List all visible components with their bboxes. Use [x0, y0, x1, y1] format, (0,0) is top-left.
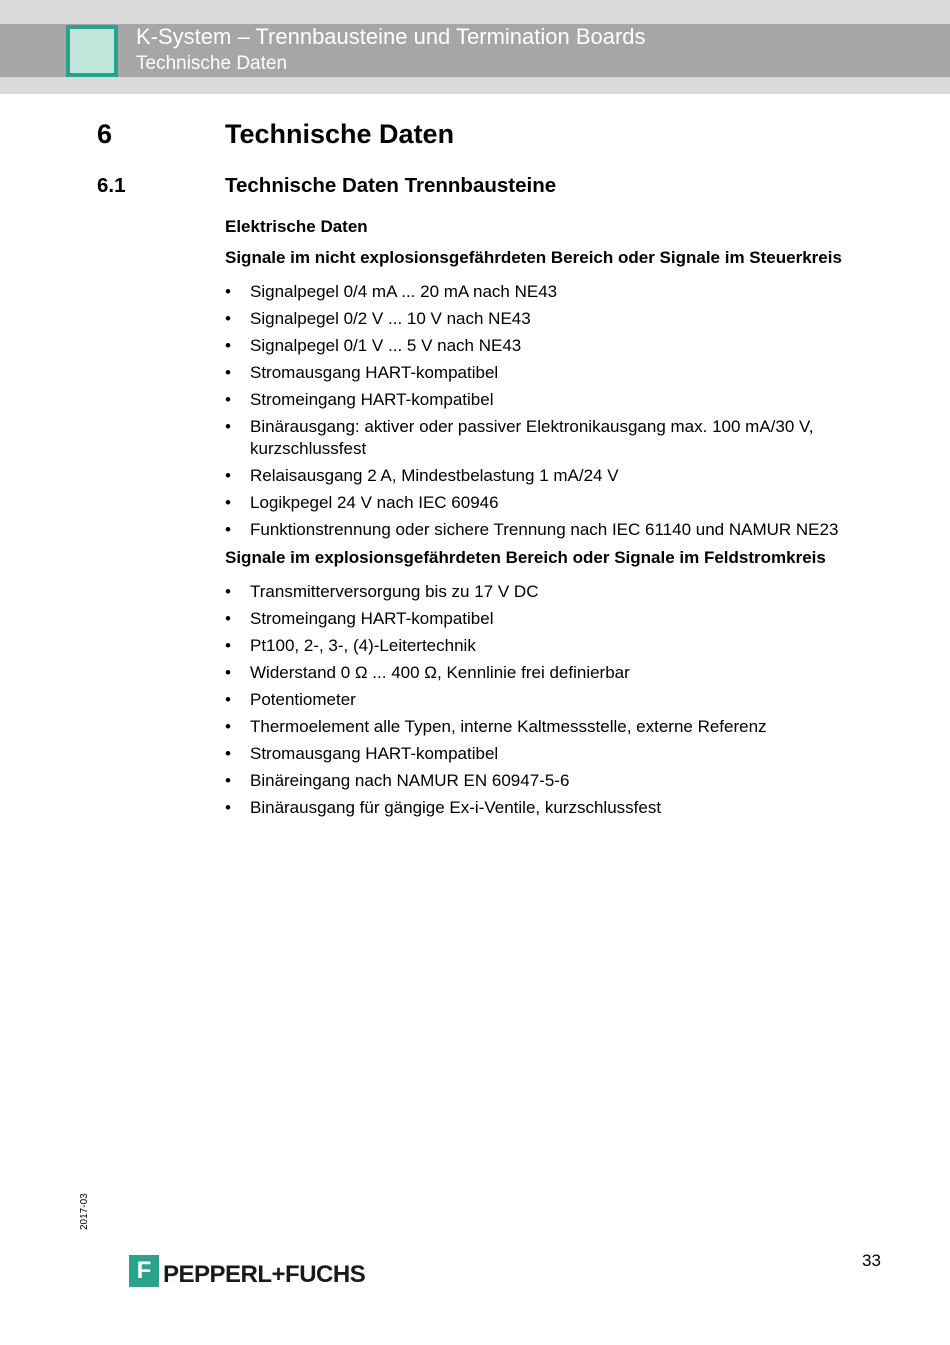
list-item [225, 389, 875, 411]
nonhazardous-heading: Signale im nicht explosionsgefährdeten Bereich oder Signale im Steuerkreis [225, 248, 842, 267]
page-number: 33 [862, 1251, 881, 1270]
header-band-top [0, 0, 950, 24]
list-item-text: Signalpegel 0/2 V ... 10 V nach NE43 [250, 309, 531, 328]
section-number: 6.1 [97, 174, 126, 197]
list-item [225, 770, 875, 792]
bullet-icon: • [225, 390, 231, 409]
revision-date: 2017-03 [79, 1193, 90, 1230]
list-item-text: Signalpegel 0/1 V ... 5 V nach NE43 [250, 336, 522, 355]
list-item [225, 716, 875, 738]
list-item [225, 608, 875, 630]
list-item-text: Stromeingang HART-kompatibel [250, 390, 494, 409]
list-item [225, 743, 875, 765]
chapter-title: Technische Daten [225, 119, 455, 149]
electrical-heading: Elektrische Daten [225, 217, 368, 236]
bullet-icon: • [225, 493, 231, 512]
bullet-icon: • [225, 609, 231, 628]
bullet-icon: • [225, 336, 231, 355]
bullet-icon: • [225, 636, 231, 655]
list-item-text: Signalpegel 0/4 mA ... 20 mA nach NE43 [250, 282, 558, 301]
bullet-icon: • [225, 717, 231, 736]
list-item [225, 416, 875, 460]
bullet-icon: • [225, 690, 231, 709]
list-item-text: Logikpegel 24 V nach IEC 60946 [250, 493, 499, 512]
nonhazardous-list [225, 281, 875, 541]
list-item-text: Potentiometer [250, 690, 356, 709]
list-item [225, 362, 875, 384]
brand-logo-text: PEPPERL+FUCHS [163, 1261, 366, 1288]
bullet-icon: • [225, 417, 231, 436]
list-item-text: Stromeingang HART-kompatibel [250, 609, 494, 628]
bullet-icon: • [225, 582, 231, 601]
bullet-icon: • [225, 309, 231, 328]
list-item-text: Transmitterversorgung bis zu 17 V DC [250, 582, 539, 601]
hazardous-list [225, 581, 875, 819]
list-item-text: Stromausgang HART-kompatibel [250, 744, 499, 763]
section-title: Technische Daten Trennbausteine [225, 174, 557, 197]
bullet-icon: • [225, 282, 231, 301]
header-band-bottom [0, 77, 950, 94]
list-item [225, 797, 875, 819]
list-item-text: Binäreingang nach NAMUR EN 60947-5-6 [250, 771, 570, 790]
main-content [225, 216, 875, 824]
header-title: K-System – Trennbausteine und Termination Boards [136, 24, 646, 49]
brand-logo-icon: F [129, 1255, 159, 1287]
bullet-icon: • [225, 744, 231, 763]
list-item [225, 662, 875, 684]
list-item [225, 492, 875, 514]
list-item [225, 635, 875, 657]
list-item [225, 465, 875, 487]
list-item-text: Stromausgang HART-kompatibel [250, 363, 499, 382]
list-item [225, 519, 875, 541]
chapter-number: 6 [97, 119, 113, 149]
list-item-text: Thermoelement alle Typen, interne Kaltmessstelle, externe Referenz [250, 717, 767, 736]
list-item [225, 308, 875, 330]
bullet-icon: • [225, 520, 231, 539]
list-item [225, 689, 875, 711]
list-item-text: Binärausgang: aktiver oder passiver Elektronikausgang max. 100 mA/30 V, kurzschlussfest [250, 417, 814, 458]
bullet-icon: • [225, 771, 231, 790]
header-square-icon [66, 25, 118, 77]
list-item-text: Binärausgang für gängige Ex-i-Ventile, kurzschlussfest [250, 798, 662, 817]
list-item [225, 581, 875, 603]
header-subtitle: Technische Daten [136, 53, 288, 74]
list-item [225, 335, 875, 357]
bullet-icon: • [225, 363, 231, 382]
list-item-text: Pt100, 2-, 3-, (4)-Leitertechnik [250, 636, 476, 655]
list-item-text: Widerstand 0 Ω ... 400 Ω, Kennlinie frei definierbar [250, 663, 630, 682]
bullet-icon: • [225, 663, 231, 682]
list-item [225, 281, 875, 303]
list-item-text: Funktionstrennung oder sichere Trennung nach IEC 61140 und NAMUR NE23 [250, 520, 839, 539]
list-item-text: Relaisausgang 2 A, Mindestbelastung 1 mA/24 V [250, 466, 619, 485]
hazardous-heading: Signale im explosionsgefährdeten Bereich oder Signale im Feldstromkreis [225, 548, 826, 567]
bullet-icon: • [225, 466, 231, 485]
bullet-icon: • [225, 798, 231, 817]
